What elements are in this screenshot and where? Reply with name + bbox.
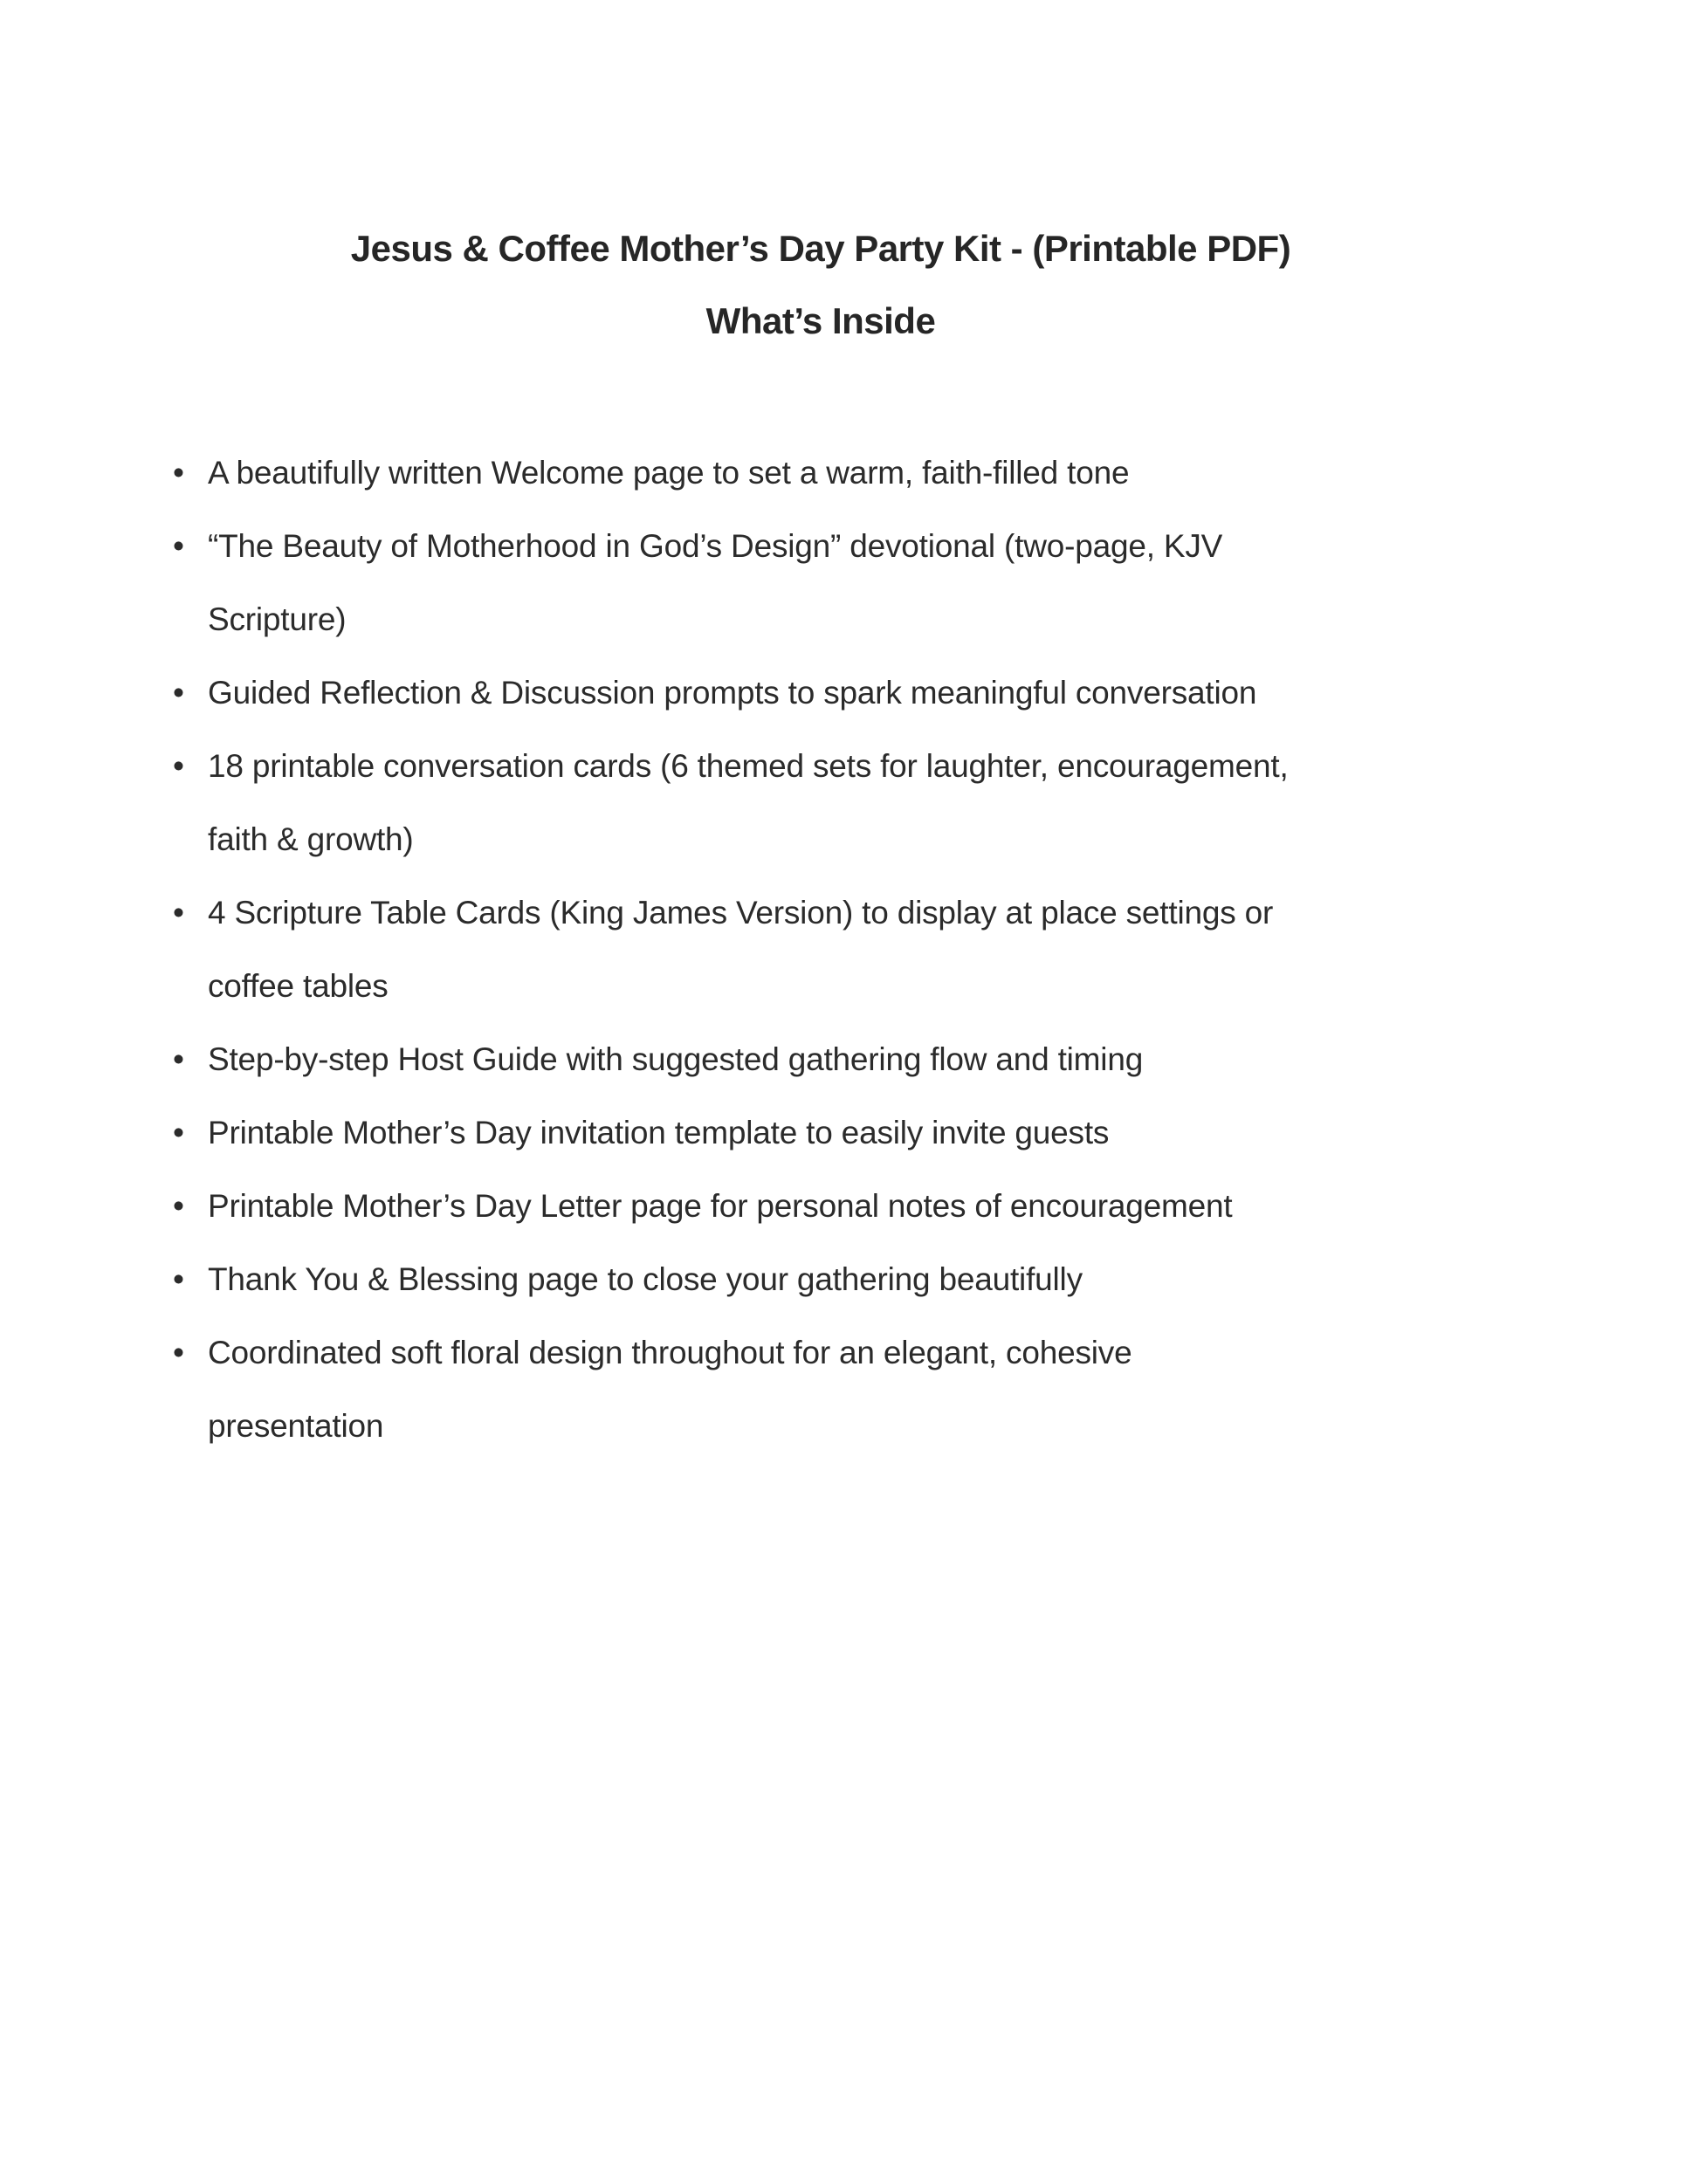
list-item-line: • Printable Mother’s Day Letter page for personal notes of encouragement [208, 1188, 1233, 1224]
document-content [166, 0, 1475, 1463]
list-item-line: presentation [208, 1408, 384, 1444]
list-item-line: Scripture) [208, 601, 347, 637]
list-item [166, 510, 1475, 656]
page-title: Jesus & Coffee Mother’s Day Party Kit - (Printable PDF) [350, 228, 1291, 269]
list-item [166, 876, 1475, 1023]
list-item [166, 1316, 1475, 1463]
list-item-line: • “The Beauty of Motherhood in God’s Design” devotional (two-page, KJV [208, 528, 1223, 564]
list-item-line: coffee tables [208, 968, 389, 1004]
list-item-line: • 4 Scripture Table Cards (King James Version) to display at place settings or [208, 895, 1274, 931]
list-item [166, 1096, 1475, 1170]
list-item [166, 730, 1475, 876]
page-subtitle: What’s Inside [705, 300, 936, 341]
list-item-line: • Thank You & Blessing page to close your gathering beautifully [208, 1261, 1083, 1297]
list-item-line: faith & growth) [208, 821, 414, 857]
list-item [166, 1023, 1475, 1096]
list-item [166, 1243, 1475, 1316]
whats-inside-list [166, 436, 1475, 1463]
list-item-line: • Coordinated soft floral design throughout for an elegant, cohesive [208, 1335, 1132, 1370]
list-item-line: • Printable Mother’s Day invitation template to easily invite guests [208, 1115, 1110, 1150]
list-item-line: • Guided Reflection & Discussion prompts to spark meaningful conversation [208, 675, 1257, 711]
list-item [166, 656, 1475, 730]
list-item-line: • 18 printable conversation cards (6 themed sets for laughter, encouragement, [208, 748, 1289, 784]
list-item-line: • A beautifully written Welcome page to set a warm, faith-filled tone [208, 455, 1130, 491]
list-item [166, 1170, 1475, 1243]
list-item-line: • Step-by-step Host Guide with suggested gathering flow and timing [208, 1041, 1144, 1077]
list-item [166, 436, 1475, 510]
